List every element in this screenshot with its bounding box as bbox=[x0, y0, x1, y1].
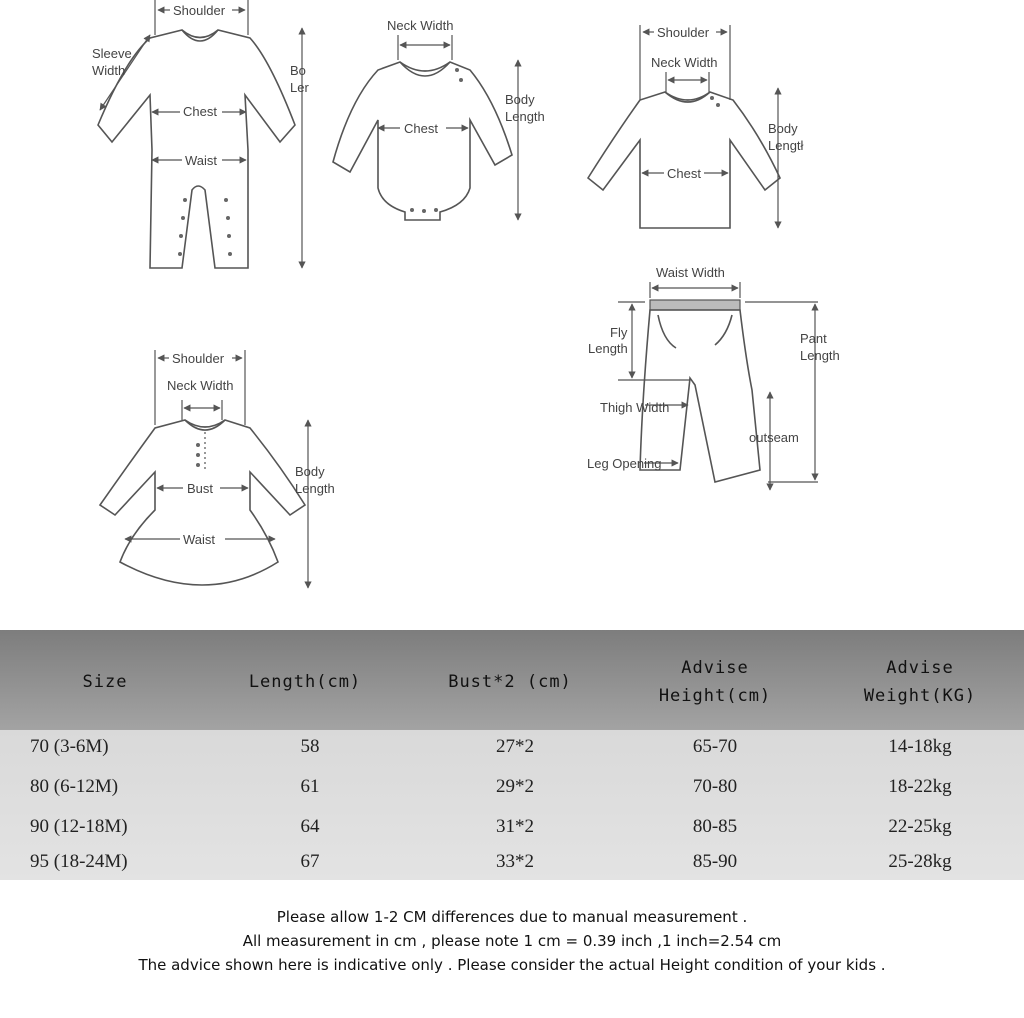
cell-length: 64 bbox=[300, 816, 320, 837]
bodysuit-chest-label: Chest bbox=[404, 121, 438, 136]
shirt-outline bbox=[588, 92, 780, 228]
bodysuit-length-label-1: Body bbox=[505, 92, 535, 107]
shirt-length-label-2: Lengtł bbox=[768, 138, 804, 153]
romper-sleeve-label-1: Sleeve bbox=[92, 46, 132, 61]
romper-length-label-2: Ler bbox=[290, 80, 309, 95]
pants-length-label-2: Length bbox=[800, 348, 840, 363]
cell-length: 58 bbox=[300, 736, 320, 757]
cell-height: 85-90 bbox=[692, 851, 738, 872]
dress-diagram bbox=[100, 350, 335, 588]
romper-shoulder-label: Shoulder bbox=[173, 3, 226, 18]
pants-fly-label-2: Length bbox=[588, 341, 628, 356]
dress-shoulder-label: Shoulder bbox=[172, 351, 225, 366]
dress-neck-label: Neck Width bbox=[167, 378, 234, 393]
cell-bust: 29*2 bbox=[496, 776, 534, 797]
cell-length: 61 bbox=[300, 776, 320, 797]
shirt-length-label-1: Body bbox=[768, 121, 798, 136]
dress-length-label-2: Length bbox=[295, 481, 335, 496]
header-bust: Bust*2 (cm) bbox=[448, 672, 572, 692]
header-height-line1: Advise bbox=[681, 658, 749, 678]
pants-outseam-label: outseam bbox=[749, 430, 799, 445]
pants-thigh-label: Thigh Width bbox=[600, 400, 670, 415]
cell-height: 70-80 bbox=[692, 776, 738, 797]
cell-weight: 14-18kg bbox=[888, 736, 952, 757]
bodysuit-neck-label: Neck Width bbox=[387, 18, 454, 33]
cell-length: 67 bbox=[300, 851, 320, 872]
pants-fly-label-1: Fly bbox=[610, 325, 628, 340]
table-header bbox=[0, 630, 1024, 730]
measurement-notes bbox=[0, 905, 1024, 977]
bodysuit-outline bbox=[333, 62, 512, 220]
note-line-2: All measurement in cm , please note 1 cm = 0.39 inch ,1 inch=2.54 cm bbox=[242, 932, 782, 950]
note-line-3: The advice shown here is indicative only . Please consider the actual Height condition of your kids . bbox=[138, 956, 886, 974]
dress-length-label-1: Body bbox=[295, 464, 325, 479]
table-row bbox=[0, 776, 1024, 812]
cell-height: 80-85 bbox=[692, 816, 738, 837]
pants-leg-opening-label: Leg Opening bbox=[587, 456, 662, 471]
cell-weight: 25-28kg bbox=[888, 851, 952, 872]
note-line-1: Please allow 1-2 CM differences due to manual measurement . bbox=[276, 908, 748, 926]
table-row bbox=[0, 736, 1024, 772]
bodysuit-length-label-2: Length bbox=[505, 109, 545, 124]
header-height-line2: Height(cm) bbox=[658, 686, 772, 706]
dress-bust-label: Bust bbox=[187, 481, 214, 496]
header-weight-line1: Advise bbox=[886, 658, 954, 678]
header-size: Size bbox=[82, 672, 128, 692]
cell-weight: 22-25kg bbox=[888, 816, 952, 837]
cell-size: 70 (3-6M) bbox=[30, 736, 109, 757]
cell-weight: 18-22kg bbox=[888, 776, 952, 797]
shirt-neck-label: Neck Width bbox=[651, 55, 718, 70]
cell-height: 65-70 bbox=[692, 736, 738, 757]
romper-diagram bbox=[92, 0, 309, 268]
romper-sleeve-label-2: Width bbox=[92, 63, 126, 78]
header-length: Length(cm) bbox=[248, 672, 362, 692]
size-chart-table bbox=[0, 630, 1024, 880]
shirt-chest-label: Chest bbox=[667, 166, 701, 181]
romper-chest-label: Chest bbox=[183, 104, 217, 119]
dress-waist-label: Waist bbox=[183, 532, 216, 547]
pants-length-label-1: Pant bbox=[800, 331, 827, 346]
cell-size: 95 (18-24M) bbox=[30, 851, 128, 872]
shirt-diagram bbox=[588, 25, 804, 228]
cell-size: 90 (12-18M) bbox=[30, 816, 128, 837]
shirt-shoulder-label: Shoulder bbox=[657, 25, 710, 40]
pants-diagram bbox=[587, 265, 840, 490]
romper-length-label-1: Bo bbox=[290, 63, 306, 78]
romper-outline bbox=[98, 30, 295, 268]
table-body bbox=[0, 730, 1024, 880]
dress-outline bbox=[100, 420, 305, 585]
cell-bust: 31*2 bbox=[496, 816, 534, 837]
cell-size: 80 (6-12M) bbox=[30, 776, 119, 797]
table-row bbox=[0, 851, 1024, 887]
table-row bbox=[0, 816, 1024, 852]
cell-bust: 33*2 bbox=[496, 851, 534, 872]
bodysuit-diagram bbox=[333, 18, 545, 220]
cell-bust: 27*2 bbox=[496, 736, 534, 757]
pants-waist-label: Waist Width bbox=[656, 265, 725, 280]
romper-waist-label: Waist bbox=[185, 153, 218, 168]
header-weight-line2: Weight(KG) bbox=[863, 686, 977, 706]
